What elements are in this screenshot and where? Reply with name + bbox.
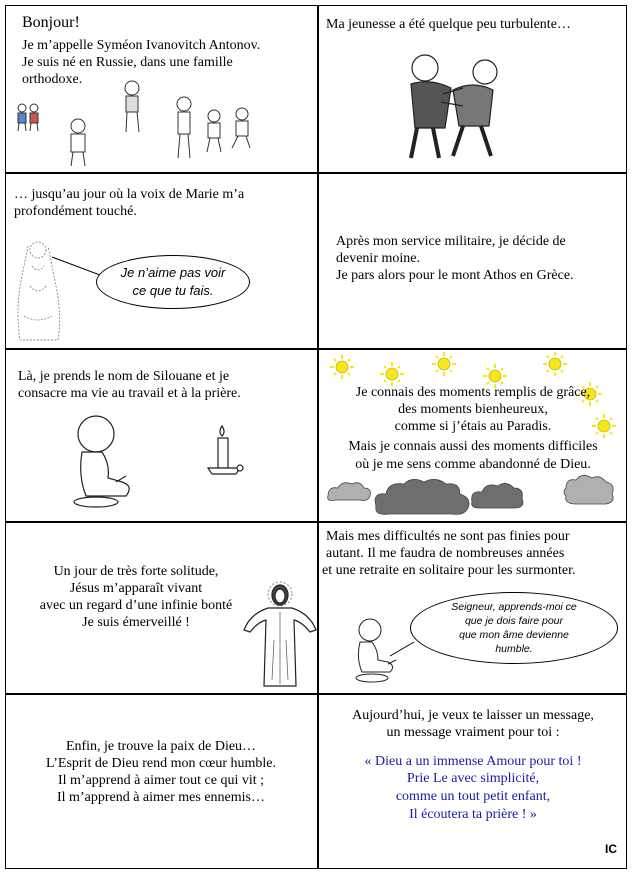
sun-icon (543, 352, 567, 376)
bubble-line: que je dois faire pour (464, 615, 564, 627)
greeting: Bonjour! (22, 14, 80, 31)
virgin-mary-icon (14, 236, 64, 344)
thought-bubble (410, 592, 618, 664)
text-line: Je suis émerveillé ! (82, 615, 190, 630)
children-icon (14, 78, 254, 168)
text-line: où je me sens comme abandonné de Dieu. (355, 457, 591, 472)
text-line: Je suis né en Russie, dans une famille (22, 55, 233, 70)
text-line: Je connais des moments remplis de grâce, (355, 385, 591, 400)
bubble-line: Je n’aime pas voir (120, 265, 226, 280)
text-line: Mais je connais aussi des moments difficiles (348, 439, 598, 454)
quote-line: « Dieu a un immense Amour pour toi ! (364, 754, 582, 769)
speech-bubble (96, 255, 250, 309)
bubble-line: Seigneur, apprends-moi ce (451, 601, 577, 613)
text-line: Il m’apprend à aimer mes ennemis… (57, 790, 265, 805)
text-line: des moments bienheureux, (398, 402, 548, 417)
text-line: Enfin, je trouve la paix de Dieu… (65, 739, 257, 754)
text-line: Mais mes difficultés ne sont pas finies pour (326, 529, 570, 544)
text-line: Un jour de très forte solitude, (53, 564, 219, 579)
cloud-icon (375, 479, 469, 514)
text-line: devenir moine. (336, 251, 420, 266)
fighting-boys-icon (403, 50, 503, 162)
text-line: un message vraiment pour toi : (386, 725, 560, 740)
cloud-icon (472, 483, 523, 508)
bubble-line: que mon âme devienne (459, 629, 569, 641)
quote-line: Prie Le avec simplicité, (406, 771, 540, 786)
meditating-child-icon (352, 616, 400, 686)
text-line: profondément touché. (14, 204, 137, 219)
text-line: Ma jeunesse a été quelque peu turbulente… (326, 17, 571, 32)
row-divider (5, 693, 627, 695)
praying-child-icon (72, 412, 136, 508)
bubble-line: ce que tu fais. (132, 283, 214, 298)
text-line: L’Esprit de Dieu rend mon cœur humble. (45, 756, 277, 771)
text-line: … jusqu’au jour où la voix de Marie m’a (14, 187, 245, 202)
text-line: Aujourd’hui, je veux te laisser un message, (352, 708, 594, 723)
text-line: Jésus m’apparaît vivant (69, 581, 203, 596)
jesus-icon (240, 580, 318, 692)
sun-icon (380, 362, 404, 386)
text-line: consacre ma vie au travail et à la prière. (18, 386, 241, 401)
signature: IC (605, 842, 617, 856)
quote-line: comme un tout petit enfant, (395, 789, 551, 804)
text-line: Je m’appelle Syméon Ivanovitch Antonov. (22, 38, 261, 53)
cloud-icon (328, 483, 371, 501)
bubble-line: humble. (495, 643, 533, 655)
row-divider (5, 172, 627, 174)
cloud-icon (564, 475, 613, 504)
text-line: Je pars alors pour le mont Athos en Grèce. (336, 268, 574, 283)
sun-icon (432, 352, 456, 376)
candle-icon (204, 424, 244, 478)
text-line: Après mon service militaire, je décide de (336, 234, 566, 249)
row-divider (5, 521, 627, 523)
sun-icon (330, 355, 354, 379)
text-line: comme si j’étais au Paradis. (394, 419, 552, 434)
quote-line: Il écoutera ta prière ! » (409, 807, 537, 822)
text-line: Là, je prends le nom de Silouane et je (18, 369, 230, 384)
cloud-icons (322, 472, 628, 520)
text-line: avec un regard d’une infinie bonté (39, 598, 233, 613)
text-line: autant. Il me faudra de nombreuses années (326, 546, 565, 561)
text-line: et une retraite en solitaire pour les surmonter. (322, 563, 576, 578)
row-divider (5, 348, 627, 350)
text-line: orthodoxe. (22, 72, 83, 87)
text-line: Il m’apprend à aimer tout ce qui vit ; (57, 773, 265, 788)
